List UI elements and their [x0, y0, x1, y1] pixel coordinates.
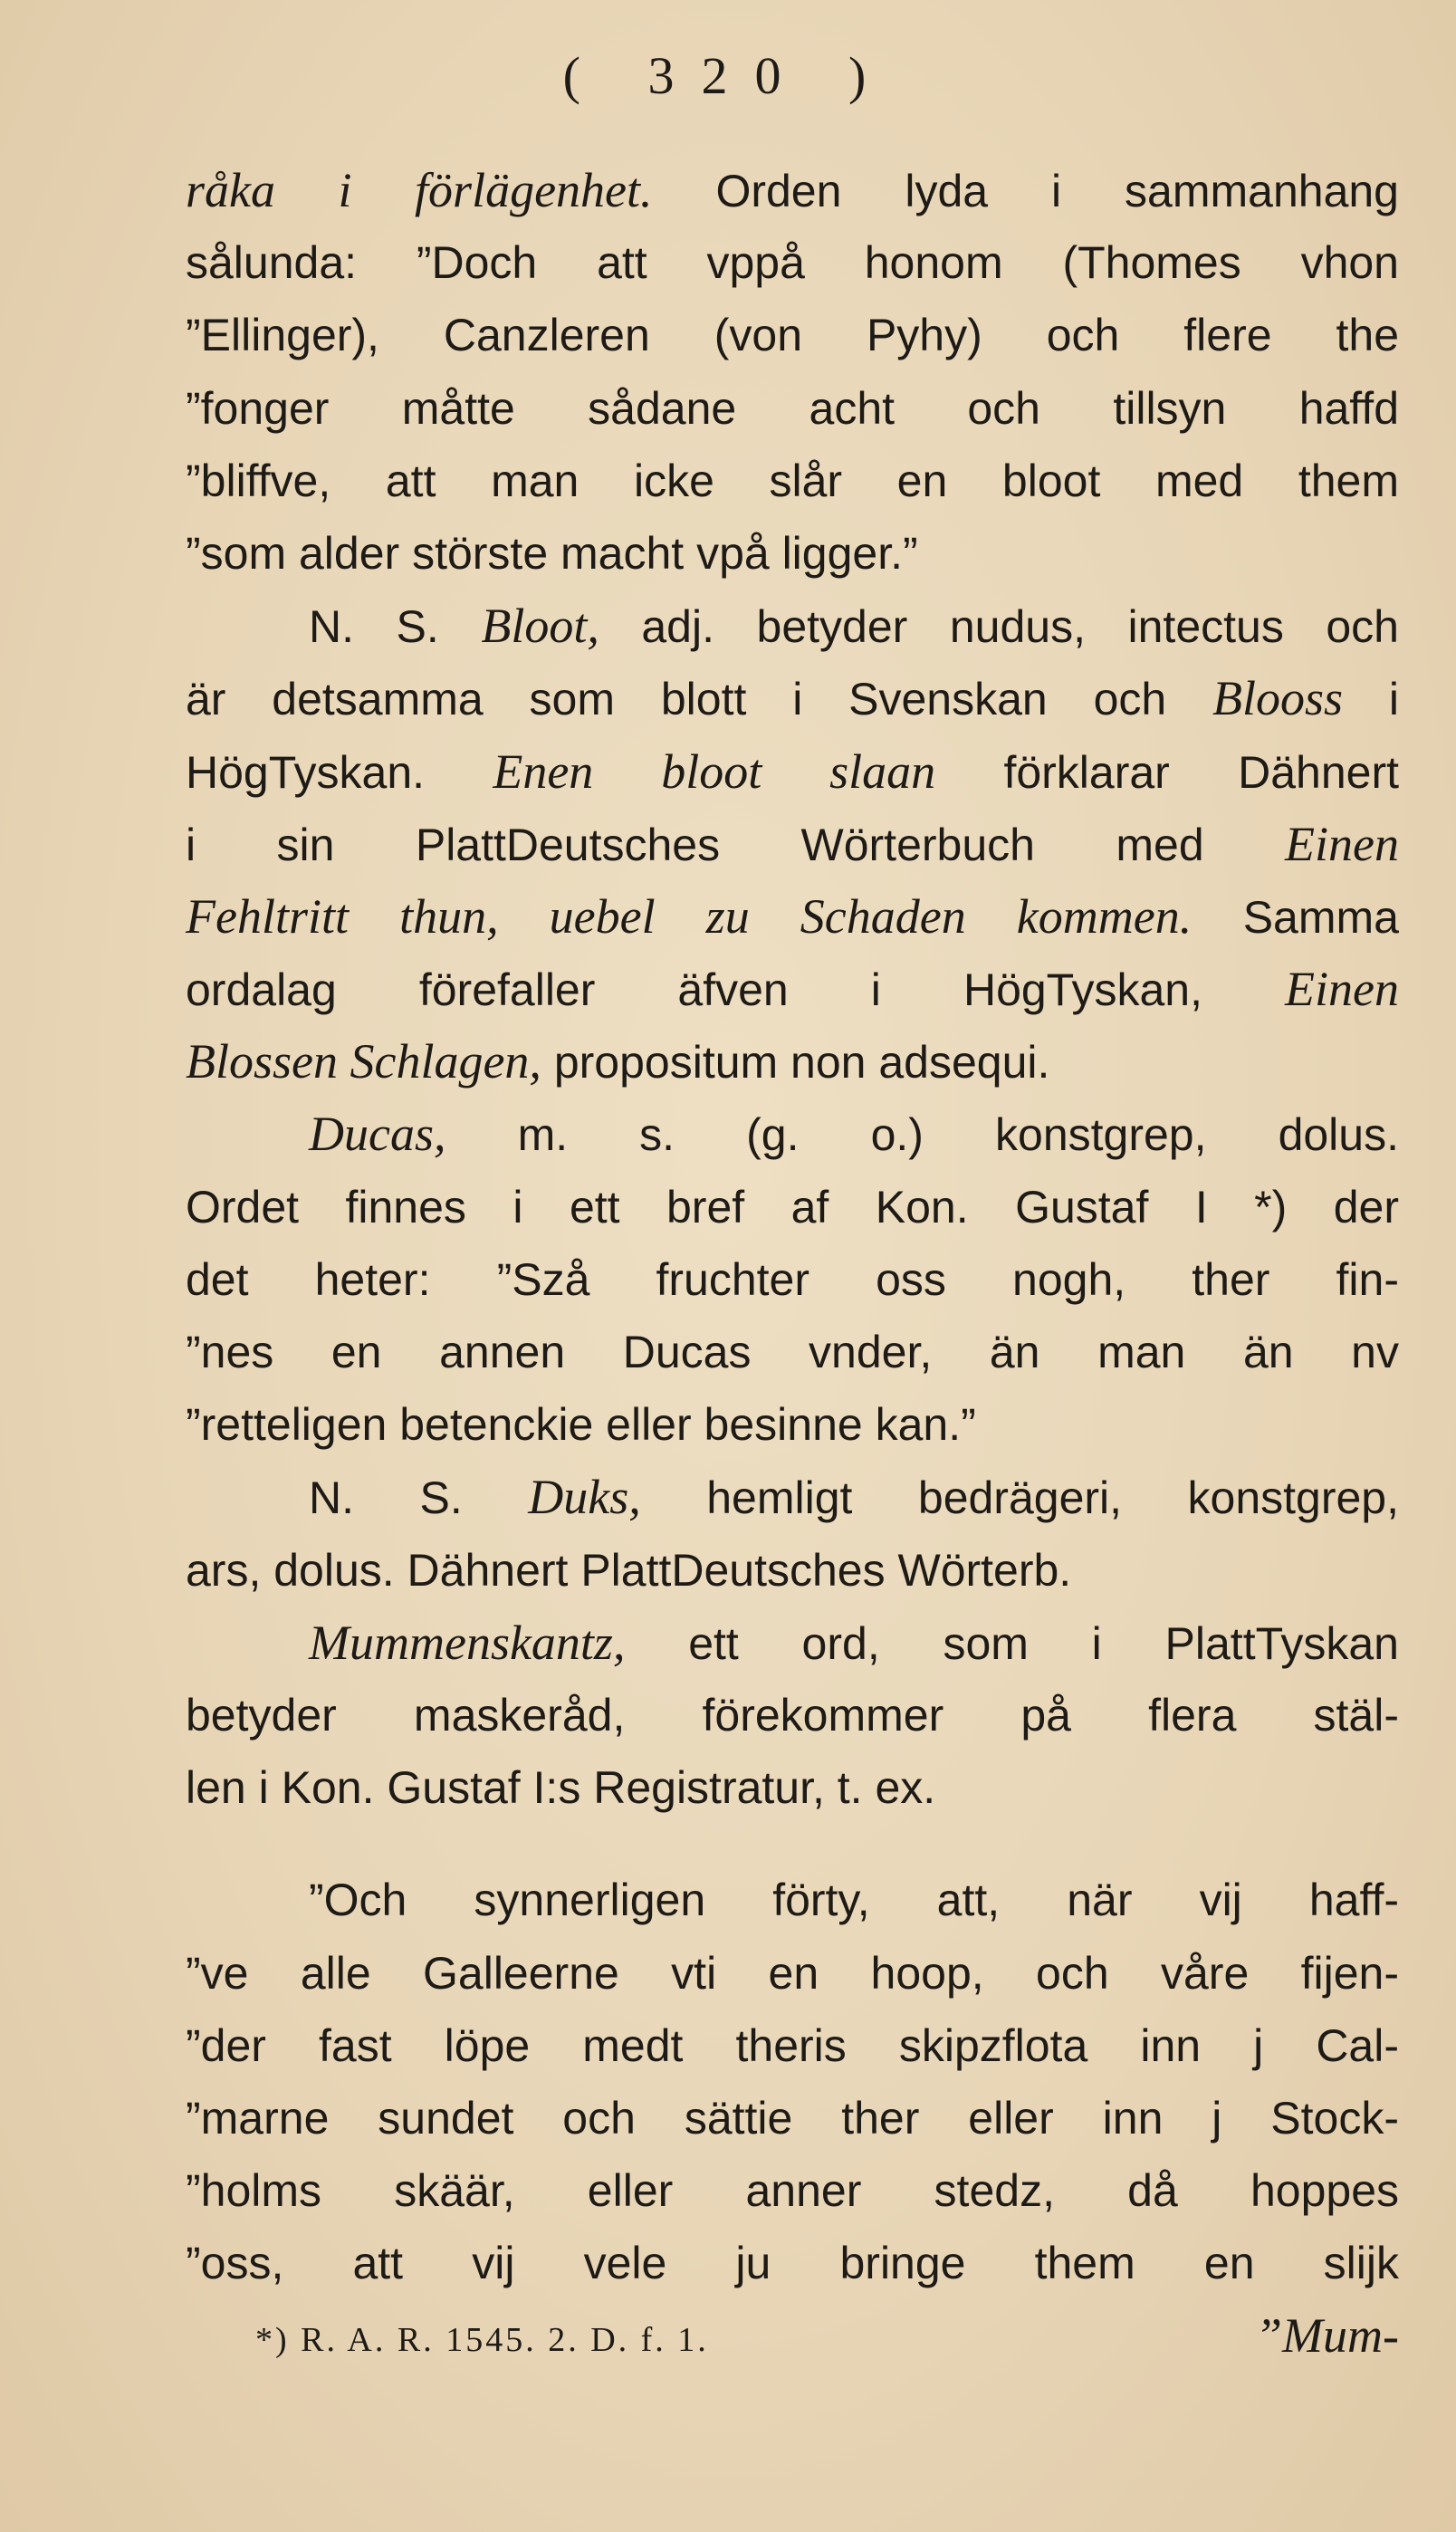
italic-span: Ducas, [309, 1107, 446, 1162]
text-line [186, 1243, 1399, 1316]
text-span: förklarar Dähnert [935, 746, 1400, 798]
text-span: hemligt bedrägeri, konstgrep, [640, 1472, 1399, 1524]
text-line [186, 1098, 1399, 1170]
text-line [186, 1864, 1399, 1936]
text-span: N. S. [309, 601, 482, 653]
text-line [186, 154, 1399, 226]
text-line [186, 1751, 1399, 1824]
italic-span: Bloot, [481, 599, 599, 654]
text-span: Ordet finnes i ett bref af Kon. Gustaf I *) der [186, 1181, 1399, 1232]
text-line [186, 735, 1399, 808]
italic-span: Blooss [1212, 671, 1344, 726]
text-span: är detsamma som blott i Svenskan och [186, 674, 1213, 725]
text-span: len i Kon. Gustaf I:s Registratur, t. ex. [186, 1762, 936, 1814]
text-line [186, 1606, 1399, 1679]
italic-span: Einen [1285, 816, 1399, 871]
text-span: propositum non adsequi. [541, 1037, 1050, 1089]
text-line [186, 1025, 1399, 1098]
text-span: Samma [1192, 891, 1399, 943]
text-span: adj. betyder nudus, intectus och [599, 601, 1399, 653]
text-line [186, 1679, 1399, 1751]
text-span: ”bliffve, att man icke slår en bloot med them [186, 455, 1399, 506]
text-span: i [1343, 674, 1400, 725]
text-span: ”Ellinger), Canzleren (von Pyhy) och flere the [186, 310, 1399, 361]
text-span: ”ve alle Galleerne vti en hoop, och våre fijen- [186, 1947, 1399, 1999]
catchword: ”Mum- [1255, 2308, 1399, 2364]
text-line [186, 880, 1399, 953]
text-line [186, 2082, 1399, 2154]
text-span: det heter: ”Szå fruchter oss nogh, ther fin- [186, 1253, 1399, 1305]
text-span: ”som alder störste macht vpå ligger.” [186, 527, 918, 579]
text-line [186, 372, 1399, 445]
paragraph-mummenskantz [186, 1606, 1399, 1825]
text-line [186, 1316, 1399, 1388]
text-line [186, 1388, 1399, 1461]
text-line [186, 226, 1399, 299]
text-span: ”Och synnerligen förty, att, när vij haff- [309, 1875, 1399, 1926]
text-span: i sin PlattDeutsches Wörterbuch med [186, 819, 1286, 870]
text-span: m. s. (g. o.) konstgrep, dolus. [445, 1109, 1399, 1161]
text-span: ”marne sundet och sättie ther eller inn j Stock- [186, 2092, 1399, 2144]
paragraph-bloot [186, 590, 1399, 1098]
text-span: ”holms skäär, eller anner stedz, då hoppes [186, 2165, 1399, 2217]
italic-span: Fehltritt thun, uebel zu Schaden kommen. [186, 888, 1193, 944]
paragraph-quotation [186, 1864, 1399, 2299]
text-line [186, 953, 1399, 1025]
text-span: betyder maskeråd, förekommer på flera stäl- [186, 1689, 1399, 1741]
italic-span: Enen bloot slaan [493, 743, 936, 799]
paragraph-rakai [186, 154, 1399, 590]
italic-span: Einen [1285, 962, 1399, 1017]
text-span: ”fonger måtte sådane acht och tillsyn haffd [186, 382, 1399, 434]
text-span: ”der fast löpe medt theris skipzflota inn j Cal- [186, 2019, 1399, 2071]
text-line [186, 517, 1399, 590]
paragraph-ducas [186, 1098, 1399, 1461]
italic-span: råka i förlägenhet. [186, 163, 653, 217]
italic-span: Mummenskantz, [309, 1615, 626, 1670]
text-line [186, 1937, 1399, 2009]
text-line [186, 1461, 1399, 1533]
text-span: sålunda: ”Doch att vppå honom (Thomes vhon [186, 237, 1399, 289]
text-span: ”retteligen betenckie eller besinne kan.” [186, 1399, 976, 1451]
text-line [186, 445, 1399, 517]
text-span: ”nes en annen Ducas vnder, än man än nv [186, 1327, 1399, 1377]
text-line [186, 808, 1399, 880]
text-line [186, 299, 1399, 371]
text-span: ars, dolus. Dähnert PlattDeutsches Wörterb. [186, 1544, 1072, 1596]
text-span: Orden lyda i sammanhang [652, 166, 1399, 216]
text-line [186, 2227, 1399, 2299]
text-line [186, 662, 1399, 734]
text-span: HögTyskan. [186, 746, 493, 798]
text-line [186, 2154, 1399, 2227]
text-span: ”oss, att vij vele ju bringe them en slijk [186, 2238, 1399, 2289]
footnote: *) R. A. R. 1545. 2. D. f. 1. [255, 2321, 709, 2359]
italic-span: Blossen Schlagen, [186, 1034, 541, 1089]
text-line [186, 2009, 1399, 2082]
paragraph-duks [186, 1461, 1399, 1606]
body-text [186, 154, 1399, 2373]
text-line [186, 590, 1399, 662]
text-span: N. S. [309, 1472, 529, 1524]
italic-span: Duks, [528, 1470, 641, 1525]
text-line [186, 1171, 1399, 1243]
page-number: ( 320 ) [562, 46, 894, 105]
text-span: ordalag förefaller äfven i HögTyskan, [186, 964, 1286, 1016]
text-span: ett ord, som i PlattTyskan [625, 1617, 1399, 1669]
text-line [186, 1534, 1399, 1606]
